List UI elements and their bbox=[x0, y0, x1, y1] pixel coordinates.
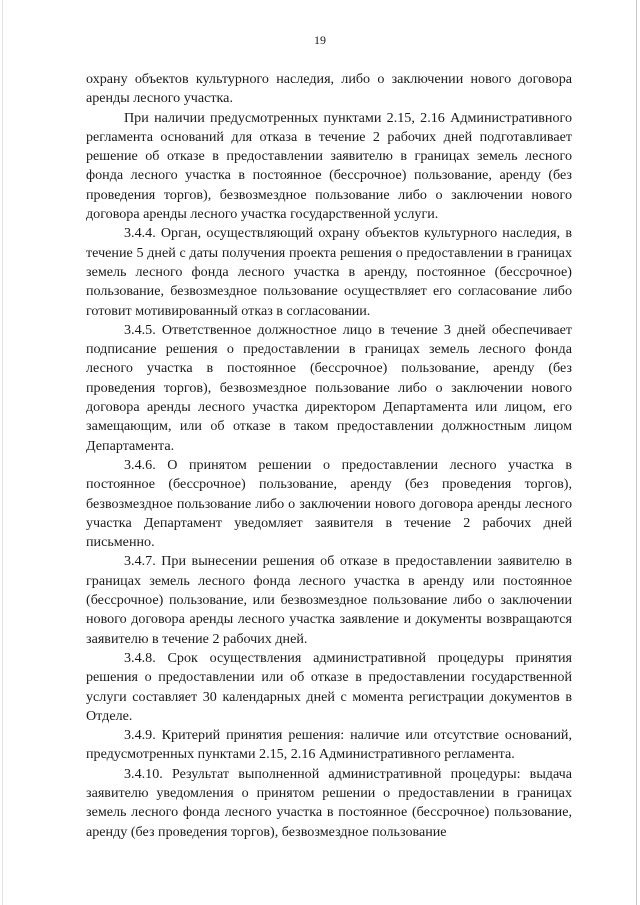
paragraph-3-4-10: 3.4.10. Результат выполненной административной процедуры: выдача заявителю уведомления о принятом решении о предоставлении в границах земель лесного фонда лесного участка в постоянное (бессрочное) пользование, аренду (без проведения торгов), безвозмездное пользование bbox=[86, 765, 572, 840]
paragraph-3-4-7: 3.4.7. При вынесении решения об отказе в предоставлении заявителю в границах земель лесного фонда лесного участка в аренду или постоянное (бессрочное) пользование, или безвозмездное пользование либо о заключении нового договора аренды лесного участка заявление и документы возвращаются заявителю в течение 2 рабочих дней. bbox=[86, 553, 572, 647]
paragraph-3-4-8: 3.4.8. Срок осуществления административной процедуры принятия решения о предоставлении или об отказе в предоставлении государственной услуги составляет 30 календарных дней с момента регистрации документов в Отделе. bbox=[86, 649, 572, 724]
paragraph-continuation: охрану объектов культурного наследия, либо о заключении нового договора аренды лесного участка. bbox=[86, 71, 572, 107]
document-body bbox=[86, 70, 572, 842]
paragraph-3-4-4: 3.4.4. Орган, осуществляющий охрану объектов культурного наследия, в течение 5 дней с даты получения проекта решения о предоставлении в границах земель лесного фонда лесного участка в аренду, постоянное (бессрочное) пользование, безвозмездное пользование осуществляет его согласование либо готовит мотивированный отказ в согласовании. bbox=[86, 225, 572, 319]
scan-edge-right bbox=[636, 0, 637, 905]
paragraph-3-4-6: 3.4.6. О принятом решении о предоставлении лесного участка в постоянное (бессрочное) пользование, аренду (без проведения торгов), безвозмездное пользование либо о заключении нового договора аренды лесного участка Департамент уведомляет заявителя в течение 2 рабочих дней письменно. bbox=[86, 456, 572, 551]
scan-edge-left bbox=[2, 0, 3, 905]
page-number: 19 bbox=[314, 33, 326, 47]
paragraph-3-4-9: 3.4.9. Критерий принятия решения: наличие или отсутствие оснований, предусмотренных пунктами 2.15, 2.16 Административного регламента. bbox=[86, 727, 572, 763]
paragraph-3-4-5: 3.4.5. Ответственное должностное лицо в течение 3 дней обеспечивает подписание решения о предоставлении в границах земель лесного фонда лесного участка в постоянное (бессрочное) пользование, аренду (без проведения торгов), безвозмездное пользование либо о заключении нового договора аренды лесного участка директором Департамента или лицом, его замещающим, или об отказе в таком предоставлении должностным лицом Департамента. bbox=[86, 321, 572, 454]
paragraph-refusal-grounds: При наличии предусмотренных пунктами 2.15, 2.16 Административного регламента оснований для отказа в течение 2 рабочих дней подготавливает решение об отказе в предоставлении заявителю в границах земель лесного фонда лесного участка в постоянное (бессрочное) пользование, аренду (без проведения торгов), безвозмездное пользование либо о заключении нового договора аренды лесного участка государственной услуги. bbox=[86, 109, 572, 223]
